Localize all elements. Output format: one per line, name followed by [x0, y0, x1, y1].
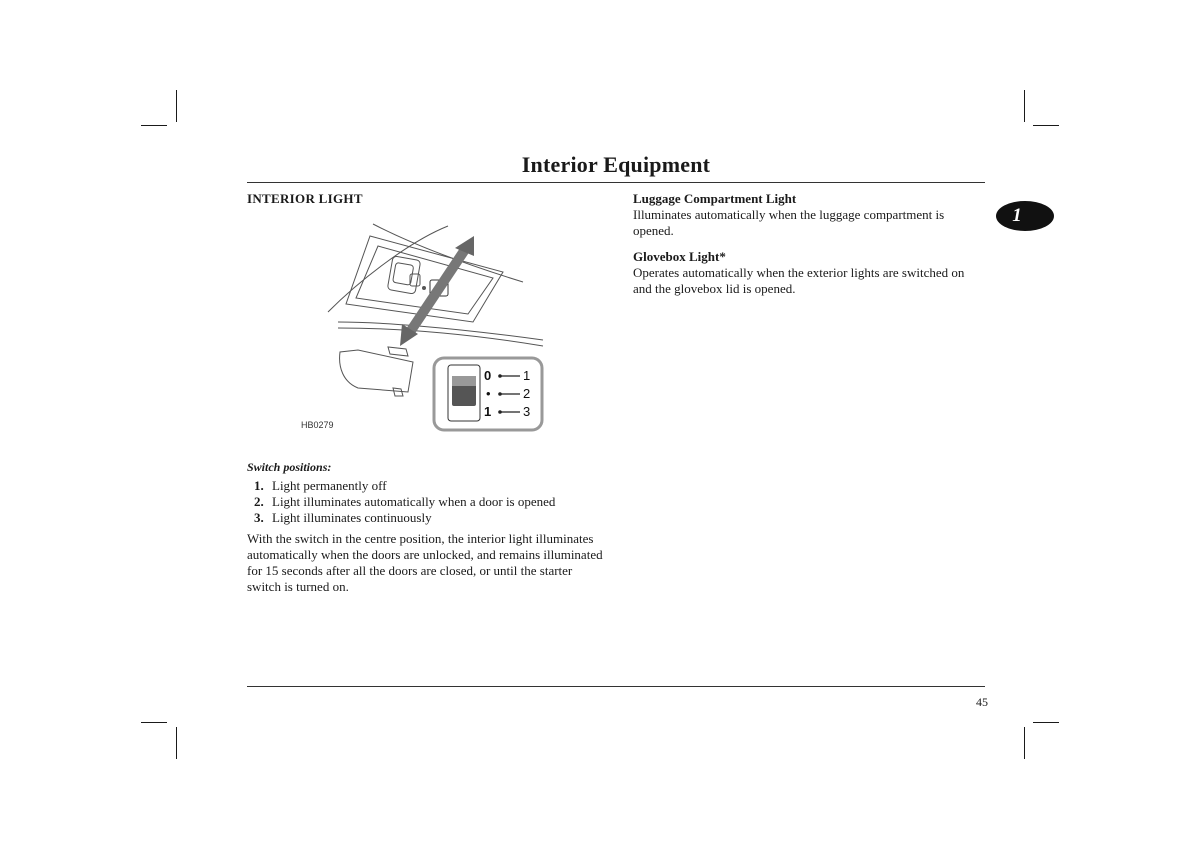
crop-mark: [1033, 125, 1059, 126]
list-item-text: Light permanently off: [272, 478, 387, 493]
footer-rule: [247, 686, 985, 687]
glovebox-light-heading: Glovebox Light*: [633, 249, 726, 264]
crop-mark: [141, 125, 167, 126]
crop-mark: [1024, 727, 1025, 759]
list-item-text: Light illuminates automatically when a door is opened: [272, 494, 556, 509]
list-item-number: 3.: [254, 510, 264, 525]
list-item: [254, 478, 555, 494]
switch-label-off: 0: [484, 368, 492, 383]
crop-mark: [1024, 90, 1025, 122]
crop-mark: [176, 90, 177, 122]
switch-position-2: 2: [523, 386, 531, 401]
glovebox-light-text: Operates automatically when the exterior lights are switched on and the glovebox lid is opened.: [633, 265, 965, 296]
page-number: 45: [976, 695, 988, 709]
page-title: Interior Equipment: [521, 152, 711, 177]
section-spacer: [633, 239, 983, 249]
chapter-tab: [996, 201, 1054, 231]
body-paragraph: With the switch in the centre position, the interior light illuminates automatically when the doors are unlocked, and remains illuminated for 15 seconds after all the doors are closed, or until the starter switch is turned on.: [247, 531, 603, 594]
chapter-tab-number: 1: [1012, 204, 1022, 226]
list-item-text: Light illuminates continuously: [272, 510, 432, 525]
figure-code: HB0279: [301, 420, 334, 430]
list-item-number: 1.: [254, 478, 264, 493]
section-heading: INTERIOR LIGHT: [247, 191, 363, 206]
switch-positions-caption: Switch positions:: [247, 460, 332, 474]
luggage-light-text: Illuminates automatically when the luggage compartment is opened.: [633, 207, 945, 238]
switch-positions-list: [254, 478, 555, 526]
switch-label-on: 1: [484, 404, 492, 419]
luggage-light-heading: Luggage Compartment Light: [633, 191, 797, 206]
switch-position-3: 3: [523, 404, 531, 419]
crop-mark: [176, 727, 177, 759]
right-column: [633, 191, 983, 297]
list-item-number: 2.: [254, 494, 264, 509]
interior-light-illustration: [298, 222, 548, 434]
crop-mark: [1033, 722, 1059, 723]
switch-position-1: 1: [523, 368, 531, 383]
crop-mark: [141, 722, 167, 723]
list-item: [254, 494, 555, 510]
switch-label-centre: •: [486, 386, 491, 401]
left-column: [247, 191, 607, 207]
list-item: [254, 510, 555, 526]
header-rule: [247, 182, 985, 183]
